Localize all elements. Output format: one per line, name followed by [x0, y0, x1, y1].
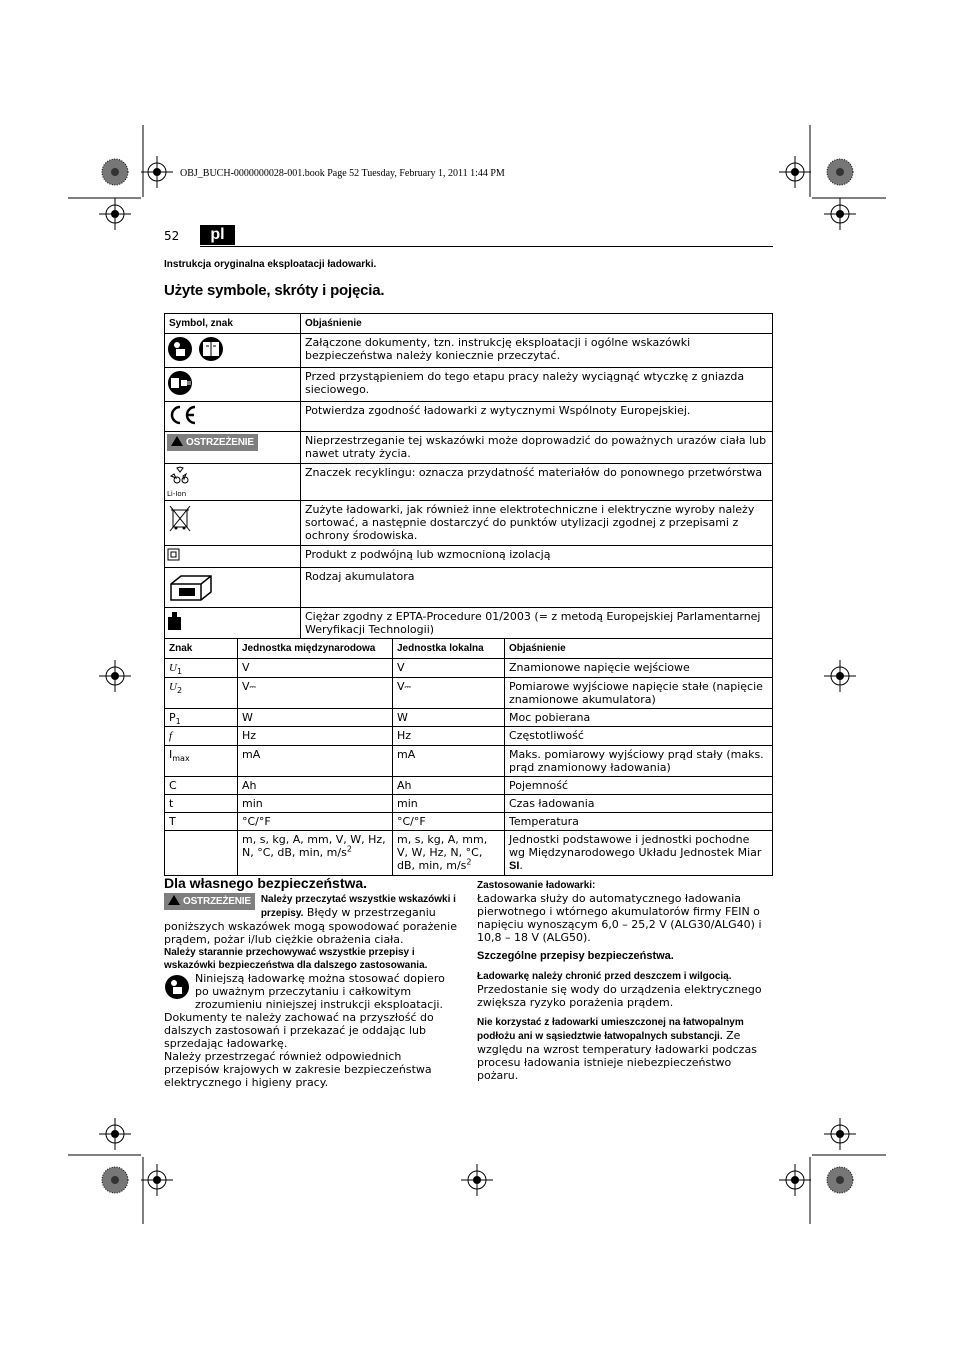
flammable-paragraph: Nie korzystać z ładowarki umieszczonej na łatwopalnym podłożu ani w sąsiedztwie łatwopalnych substancji. Ze względu na wzrost temperatury ładowarki podczas procesu ładowania istnieje niebezpieczeństwo pożaru.	[477, 1017, 757, 1082]
explanation-cell: Znaczek recyklingu: oznacza przydatność materiałów do ponownego przetwórstwa	[301, 464, 773, 501]
desc-cell: Jednostki podstawowe i jednostki pochodne wg Międzynarodowego Układu Jednostek Miar SI.	[505, 831, 773, 876]
intl-cell: Ah	[238, 777, 393, 795]
desc-cell: Moc pobierana	[505, 709, 773, 727]
explanation-cell: Przed przystąpieniem do tego etapu pracy należy wyciągnąć wtyczkę z gniazda sieciowego.	[301, 368, 773, 402]
local-cell: W	[393, 709, 505, 727]
table-row	[165, 831, 773, 876]
right-column	[477, 879, 773, 1082]
explanation-cell: Produkt z podwójną lub wzmocnioną izolacją	[301, 546, 773, 568]
col-header-symbol: Symbol, znak	[165, 314, 301, 334]
sign-cell: t	[165, 795, 238, 813]
page-number: 52	[164, 229, 180, 243]
table-row	[165, 501, 773, 546]
desc-cell: Częstotliwość	[505, 727, 773, 746]
left-column	[164, 877, 460, 1089]
local-cell: V⎓	[393, 678, 505, 709]
original-label: Instrukcja oryginalna eksploatacji ładowarki.	[164, 259, 377, 270]
table-row	[165, 432, 773, 464]
col-header-local: Jednostka lokalna	[393, 639, 505, 659]
symbol-cell	[165, 334, 301, 368]
read-manual-icon	[167, 336, 227, 362]
intl-cell: W	[238, 709, 393, 727]
symbol-cell	[165, 568, 301, 608]
weee-bin-icon	[167, 503, 193, 533]
intl-cell: V	[238, 659, 393, 678]
sign-cell: $P_1$	[165, 709, 238, 727]
read-manual-icon	[164, 974, 190, 1000]
symbol-cell	[165, 546, 301, 568]
desc-cell: Maks. pomiarowy wyjściowy prąd stały (maks. prąd znamionowy ładowania)	[505, 746, 773, 777]
dc-symbol-icon: ⎓	[404, 682, 410, 691]
warning-triangle-icon	[171, 436, 183, 446]
intl-cell: V⎓	[238, 678, 393, 709]
language-tab: pl	[200, 225, 235, 245]
col-header-explanation: Objaśnienie	[301, 314, 773, 334]
sign-cell: f	[165, 727, 238, 746]
table-row	[165, 334, 773, 368]
ce-mark-icon	[167, 404, 199, 426]
symbol-cell	[165, 464, 301, 501]
desc-cell: Temperatura	[505, 813, 773, 831]
sign-cell: $I_{max}$	[165, 746, 238, 777]
table-row	[165, 795, 773, 813]
table-row	[165, 608, 773, 639]
explanation-cell: Zużyte ładowarki, jak również inne elektrotechniczne i elektryczne wyroby należy sortować, a następnie dostarczyć do punktów utylizacji zgodnej z przepisami z ochrony środowiska.	[301, 501, 773, 546]
sign-cell: $U_2$	[165, 678, 238, 709]
use-text: Ładowarka służy do automatycznego ładowania pierwotnego i wtórnego akumulatorów firmy FEIN o napięciu wynoszącym 6,0 – 25,2 V (ALG30/ALG40) i 10,8 – 18 V (ALG50).	[477, 892, 762, 944]
recycling-icon	[167, 466, 197, 488]
table-row	[165, 659, 773, 678]
explanation-cell: Załączone dokumenty, tzn. instrukcję eksploatacji i ogólne wskazówki bezpieczeństwa należy koniecznie przeczytać.	[301, 334, 773, 368]
double-insulation-icon	[167, 548, 181, 562]
dc-symbol-icon: ⎓	[249, 682, 255, 691]
symbols-table	[164, 313, 773, 639]
read-manual-paragraph: Niniejszą ładowarkę można stosować dopiero po uważnym przeczytaniu i całkowitym zrozumieniu niniejszej instrukcji eksploatacji. Dokumenty te należy zachować na przyszłość do dalszych zastosowań i przekazać je oddając lub sprzedając ładowarkę.	[164, 972, 445, 1050]
intl-cell: °C/°F	[238, 813, 393, 831]
intl-cell: min	[238, 795, 393, 813]
table-row	[165, 813, 773, 831]
col-header-sign: Znak	[165, 639, 238, 659]
local-cell: °C/°F	[393, 813, 505, 831]
symbol-cell	[165, 368, 301, 402]
weight-icon	[167, 610, 183, 632]
desc-cell: Znamionowe napięcie wejściowe	[505, 659, 773, 678]
intl-cell: mA	[238, 746, 393, 777]
table-row	[165, 568, 773, 608]
desc-cell: Pomiarowe wyjściowe napięcie stałe (napięcie znamionowe akumulatora)	[505, 678, 773, 709]
warning-badge: OSTRZEŻENIE	[164, 893, 255, 910]
observe-regulations: Należy przestrzegać również odpowiednich przepisów krajowych w zakresie bezpieczeństwa elektrycznego i higieny pracy.	[164, 1050, 432, 1089]
special-title: Szczególne przepisy bezpieczeństwa.	[477, 950, 674, 962]
warning-badge: OSTRZEŻENIE	[167, 434, 258, 451]
table-row	[165, 746, 773, 777]
symbol-cell	[165, 432, 301, 464]
desc-cell: Czas ładowania	[505, 795, 773, 813]
explanation-cell: Ciężar zgodny z EPTA-Procedure 01/2003 (= z metodą Europejskiej Parlamentarnej Weryfikacji Technologii)	[301, 608, 773, 639]
local-cell: m, s, kg, A, mm, V, W, Hz, N, °C, dB, min, $m/s^2$	[393, 831, 505, 876]
table-header-row	[165, 639, 773, 659]
sign-cell	[165, 831, 238, 876]
unplug-icon	[167, 370, 195, 396]
table-row	[165, 368, 773, 402]
table-row	[165, 546, 773, 568]
explanation-cell: Nieprzestrzeganie tej wskazówki może doprowadzić do poważnych urazów ciała lub nawet utraty życia.	[301, 432, 773, 464]
keep-instructions: Należy starannie przechowywać wszystkie przepisy i wskazówki bezpieczeństwa dla dalszego zastosowania.	[164, 947, 428, 971]
safety-title: Dla własnego bezpieczeństwa.	[164, 875, 368, 891]
table-header-row	[165, 314, 773, 334]
sign-cell: T	[165, 813, 238, 831]
sign-cell: C	[165, 777, 238, 795]
explanation-cell: Rodzaj akumulatora	[301, 568, 773, 608]
battery-pack-icon	[167, 570, 215, 602]
intl-cell: m, s, kg, A, mm, V, W, Hz, N, °C, dB, min, $m/s^2$	[238, 831, 393, 876]
units-table	[164, 638, 773, 876]
liion-label: Li-Ion	[167, 490, 187, 498]
col-header-desc: Objaśnienie	[505, 639, 773, 659]
table-row	[165, 678, 773, 709]
table-row	[165, 402, 773, 432]
table-row	[165, 777, 773, 795]
local-cell: mA	[393, 746, 505, 777]
local-cell: V	[393, 659, 505, 678]
file-info: OBJ_BUCH-0000000028-001.book Page 52 Tuesday, February 1, 2011 1:44 PM	[180, 168, 505, 179]
explanation-cell: Potwierdza zgodność ładowarki z wytycznymi Wspólnoty Europejskiej.	[301, 402, 773, 432]
rain-paragraph: Ładowarkę należy chronić przed deszczem i wilgocią. Przedostanie się wody do urządzenia elektrycznego zwiększa ryzyko porażenia prądem.	[477, 971, 762, 1009]
symbol-cell	[165, 501, 301, 546]
col-header-intl: Jednostka międzynarodowa	[238, 639, 393, 659]
warning-triangle-icon	[168, 895, 180, 905]
symbol-cell	[165, 402, 301, 432]
header-rule	[200, 246, 773, 247]
local-cell: Ah	[393, 777, 505, 795]
local-cell: min	[393, 795, 505, 813]
sign-cell: $U_1$	[165, 659, 238, 678]
warning-paragraph: OSTRZEŻENIE Należy przeczytać wszystkie wskazówki i przepisy. Błędy w przestrzeganiu poniższych wskazówek mogą spowodować porażenie prądem, pożar i/lub ciężkie obrażenia ciała.	[164, 894, 457, 946]
symbol-cell	[165, 608, 301, 639]
local-cell: Hz	[393, 727, 505, 746]
table-row	[165, 709, 773, 727]
table-row	[165, 464, 773, 501]
table-row	[165, 727, 773, 746]
section-title: Użyte symbole, skróty i pojęcia.	[164, 282, 385, 299]
intl-cell: Hz	[238, 727, 393, 746]
desc-cell: Pojemność	[505, 777, 773, 795]
use-title: Zastosowanie ładowarki:	[477, 880, 596, 891]
